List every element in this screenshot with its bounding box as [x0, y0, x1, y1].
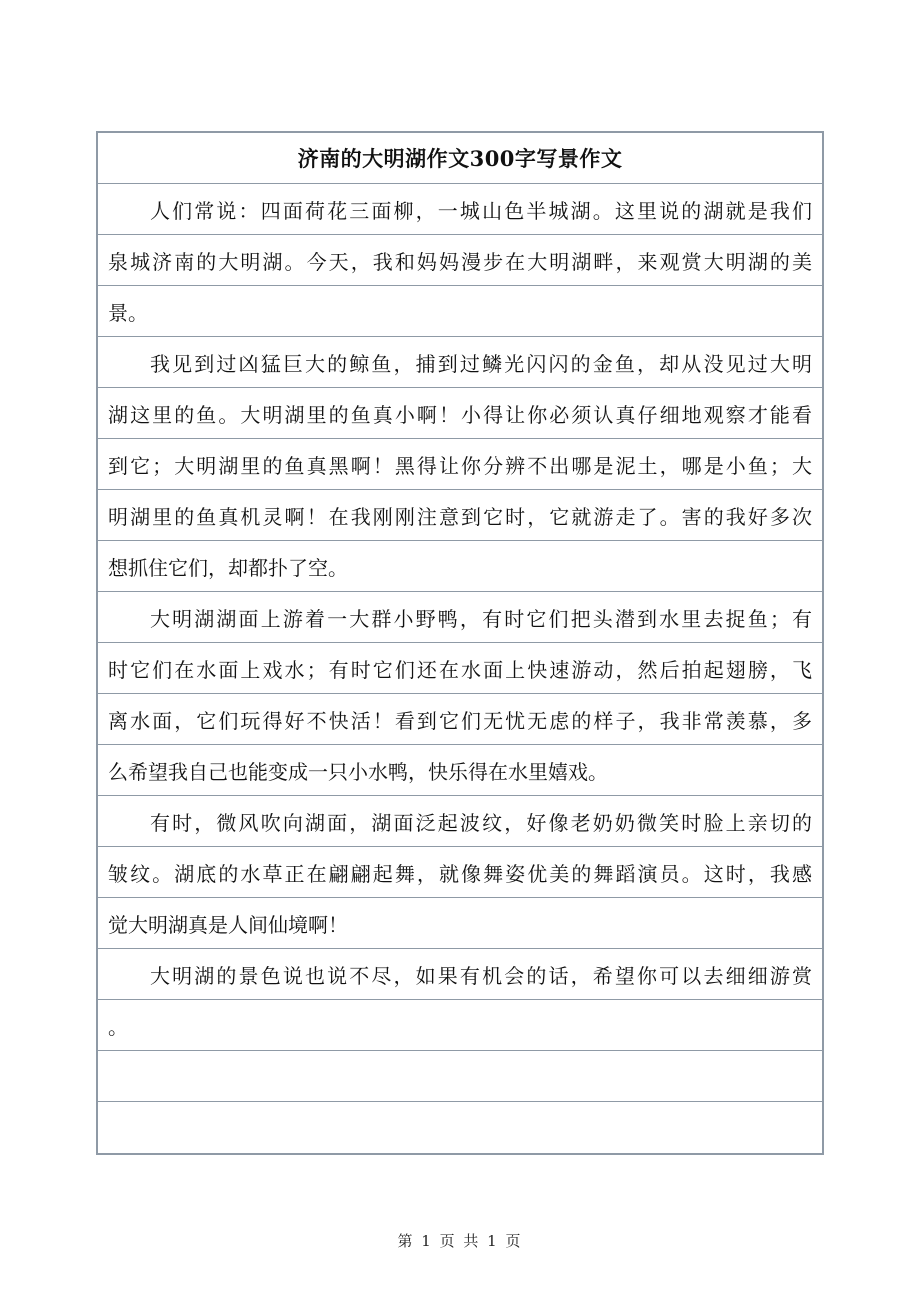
essay-line: 时它们在水面上戏水；有时它们还在水面上快速游动，然后拍起翅膀，飞: [98, 643, 822, 694]
essay-line: 我见到过凶猛巨大的鲸鱼，捕到过鳞光闪闪的金鱼，却从没见过大明: [98, 337, 822, 388]
page-number: 第 1 页 共 1 页: [397, 1232, 523, 1250]
essay-line: 明湖里的鱼真机灵啊！在我刚刚注意到它时，它就游走了。害的我好多次: [98, 490, 822, 541]
essay-line: 。: [98, 1000, 822, 1051]
empty-line: [98, 1102, 822, 1153]
essay-line: 大明湖湖面上游着一大群小野鸭，有时它们把头潜到水里去捉鱼；有: [98, 592, 822, 643]
essay-line: 离水面，它们玩得好不快活！看到它们无忧无虑的样子，我非常羡慕，多: [98, 694, 822, 745]
essay-title: 济南的大明湖作文300字写景作文: [98, 133, 822, 184]
essay-line: 么希望我自己也能变成一只小水鸭，快乐得在水里嬉戏。: [98, 745, 822, 796]
empty-line: [98, 1051, 822, 1102]
essay-line: 想抓住它们，却都扑了空。: [98, 541, 822, 592]
essay-line: 湖这里的鱼。大明湖里的鱼真小啊！小得让你必须认真仔细地观察才能看: [98, 388, 822, 439]
essay-line: 景。: [98, 286, 822, 337]
essay-line: 大明湖的景色说也说不尽，如果有机会的话，希望你可以去细细游赏: [98, 949, 822, 1000]
essay-line: 到它；大明湖里的鱼真黑啊！黑得让你分辨不出哪是泥土，哪是小鱼；大: [98, 439, 822, 490]
essay-line: 有时，微风吹向湖面，湖面泛起波纹，好像老奶奶微笑时脸上亲切的: [98, 796, 822, 847]
essay-grid: [96, 131, 824, 1155]
essay-line: 觉大明湖真是人间仙境啊！: [98, 898, 822, 949]
essay-line: 皱纹。湖底的水草正在翩翩起舞，就像舞姿优美的舞蹈演员。这时，我感: [98, 847, 822, 898]
essay-line: 泉城济南的大明湖。今天，我和妈妈漫步在大明湖畔，来观赏大明湖的美: [98, 235, 822, 286]
essay-line: 人们常说：四面荷花三面柳，一城山色半城湖。这里说的湖就是我们: [98, 184, 822, 235]
